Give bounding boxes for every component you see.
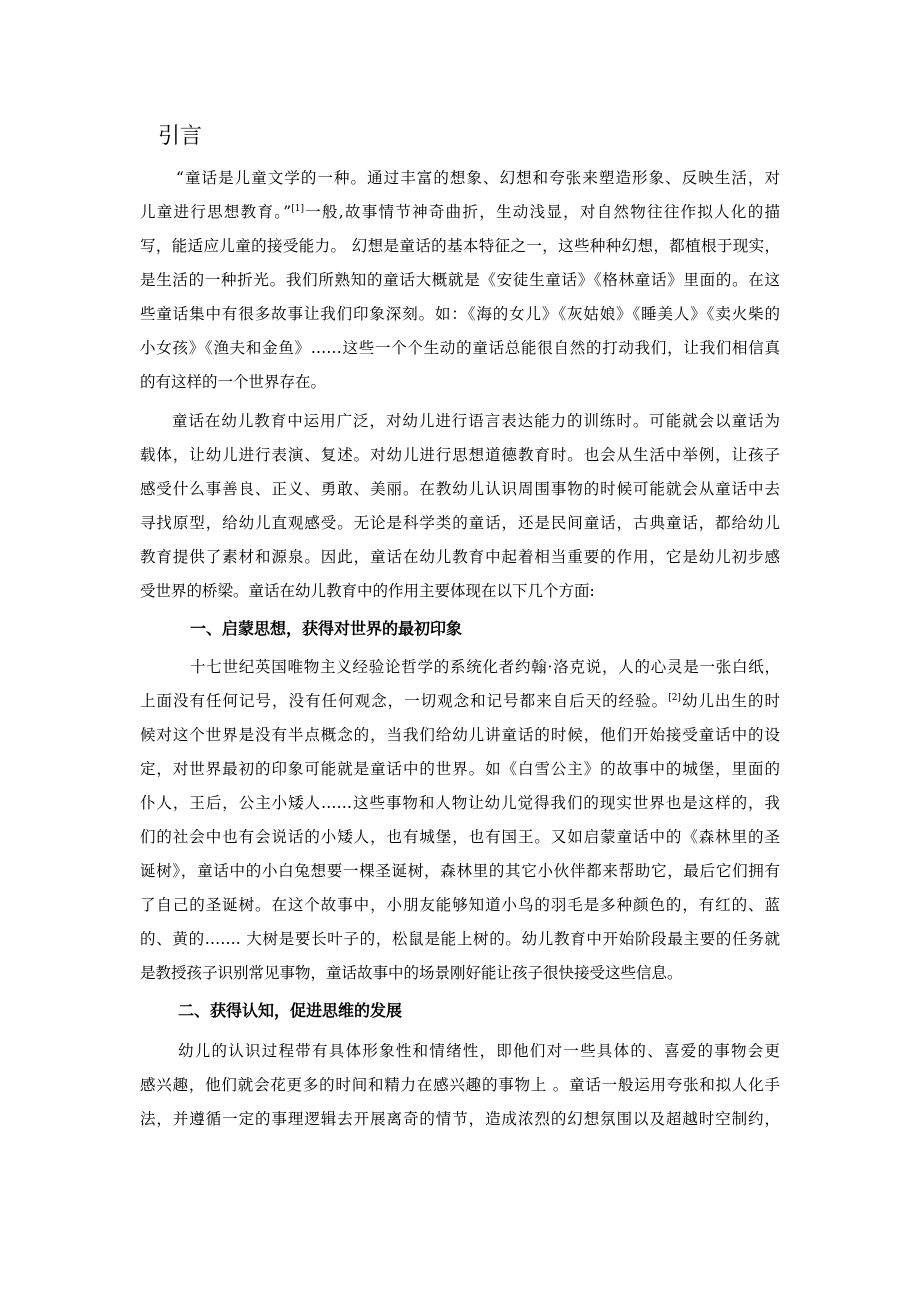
- section-1-line-7: 诞树》，童话中的小白兔想要一棵圣诞树，森林里的其它小伙伴都来帮助它，最后它们拥有: [140, 862, 780, 880]
- paragraph-2-line-1: 童话在幼儿教育中运用广泛，对幼儿进行语言表达能力的训练时。可能就会以童话为: [172, 412, 780, 430]
- paragraph-1-line-7: 的有这样的一个世界存在。: [140, 373, 327, 391]
- section-1-line-6: 们的社会中也有会说话的小矮人，也有城堡，也有国王。又如启蒙童话中的《森林里的圣: [140, 828, 780, 846]
- paragraph-1-line-4: 是生活的一种折光。我们所熟知的童话大概就是《安徒生童话》《格林童话》里面的。在这: [140, 271, 780, 289]
- section-1-line-9: 的、黄的……. 大树是要长叶子的，松鼠是能上树的。幼儿教育中开始阶段最主要的任务就: [140, 930, 780, 948]
- section-1-line-1: 十七世纪英国唯物主义经验论哲学的系统化者约翰·洛克说，人的心灵是一张白纸，: [190, 658, 780, 676]
- section-2-line-2: 感兴趣，他们就会花更多的时间和精力在感兴趣的事物上 。童话一般运用夸张和拟人化手: [140, 1076, 780, 1094]
- paragraph-1-line-5: 些童话集中有很多故事让我们印象深刻。如：《海的女儿》《灰姑娘》《睡美人》《卖火柴的: [140, 305, 780, 323]
- paragraph-1-line-2-text-b: 一般,故事情节神奇曲折，生动浅显，对自然物往往作拟人化的描: [303, 203, 780, 221]
- paragraph-1-line-2: [140, 201, 780, 223]
- paragraph-1-line-2-text-a: 儿童进行思想教育。”: [140, 203, 292, 221]
- section-1-line-10: 是教授孩子识别常见事物，童话故事中的场景刚好能让孩子很快接受这些信息。: [140, 964, 683, 982]
- section-1-line-2-text-b: 幼儿出生的时: [680, 692, 780, 710]
- paragraph-1-line-6: 小女孩》《渔夫和金鱼》……这些一个个生动的童话总能很自然的打动我们，让我们相信真: [140, 339, 780, 357]
- paragraph-1-line-1: “童话是儿童文学的一种。通过丰富的想象、幻想和夸张来塑造形象、反映生活，对: [176, 169, 780, 187]
- section-1-line-8: 了自己的圣诞树。在这个故事中，小朋友能够知道小鸟的羽毛是多种颜色的，有红的、蓝: [140, 896, 780, 914]
- citation-2: [2]: [668, 692, 681, 703]
- section-2-line-1: 幼儿的认识过程带有具体形象性和情绪性，即他们对一些具体的、喜爱的事物会更: [178, 1042, 780, 1060]
- citation-1: [1]: [291, 203, 304, 214]
- paragraph-2-line-5: 教育提供了素材和源泉。因此，童话在幼儿教育中起着相当重要的作用，它是幼儿初步感: [140, 548, 780, 566]
- section-1-line-3: 候对这个世界是没有半点概念的，当我们给幼儿讲童话的时候，他们开始接受童话中的设: [140, 726, 780, 744]
- page-title: 引言: [158, 124, 203, 149]
- section-2-heading: 二、获得认知，促进思维的发展: [178, 1001, 403, 1020]
- section-1-line-2-text-a: 上面没有任何记号，没有任何观念，一切观念和记号都来自后天的经验。: [140, 692, 669, 710]
- section-1-line-4: 定，对世界最初的印象可能就是童话中的世界。如《白雪公主》的故事中的城堡，里面的: [140, 760, 780, 778]
- section-2-line-3: 法，并遵循一定的事理逻辑去开展离奇的情节，造成浓烈的幻想氛围以及超越时空制约，: [140, 1110, 780, 1128]
- paragraph-2-line-3: 感受什么事善良、正义、勇敢、美丽。在教幼儿认识周围事物的时候可能就会从童话中去: [140, 480, 780, 498]
- section-1-line-2: [140, 690, 780, 712]
- section-1-heading: 一、启蒙思想，获得对世界的最初印象: [190, 619, 463, 638]
- section-1-line-5: 仆人，王后，公主小矮人……这些事物和人物让幼儿觉得我们的现实世界也是这样的，我: [140, 794, 780, 812]
- paragraph-1-line-3: 写，能适应儿童的接受能力。 幻想是童话的基本特征之一，这些种种幻想，都植根于现实，: [140, 237, 780, 255]
- paragraph-2-line-2: 载体，让幼儿进行表演、复述。对幼儿进行思想道德教育时。也会从生活中举例，让孩子: [140, 446, 780, 464]
- paragraph-2-line-6: 受世界的桥梁。童话在幼儿教育中的作用主要体现在以下几个方面:: [140, 582, 595, 600]
- paragraph-2-line-4: 寻找原型，给幼儿直观感受。无论是科学类的童话，还是民间童话，古典童话，都给幼儿: [140, 514, 780, 532]
